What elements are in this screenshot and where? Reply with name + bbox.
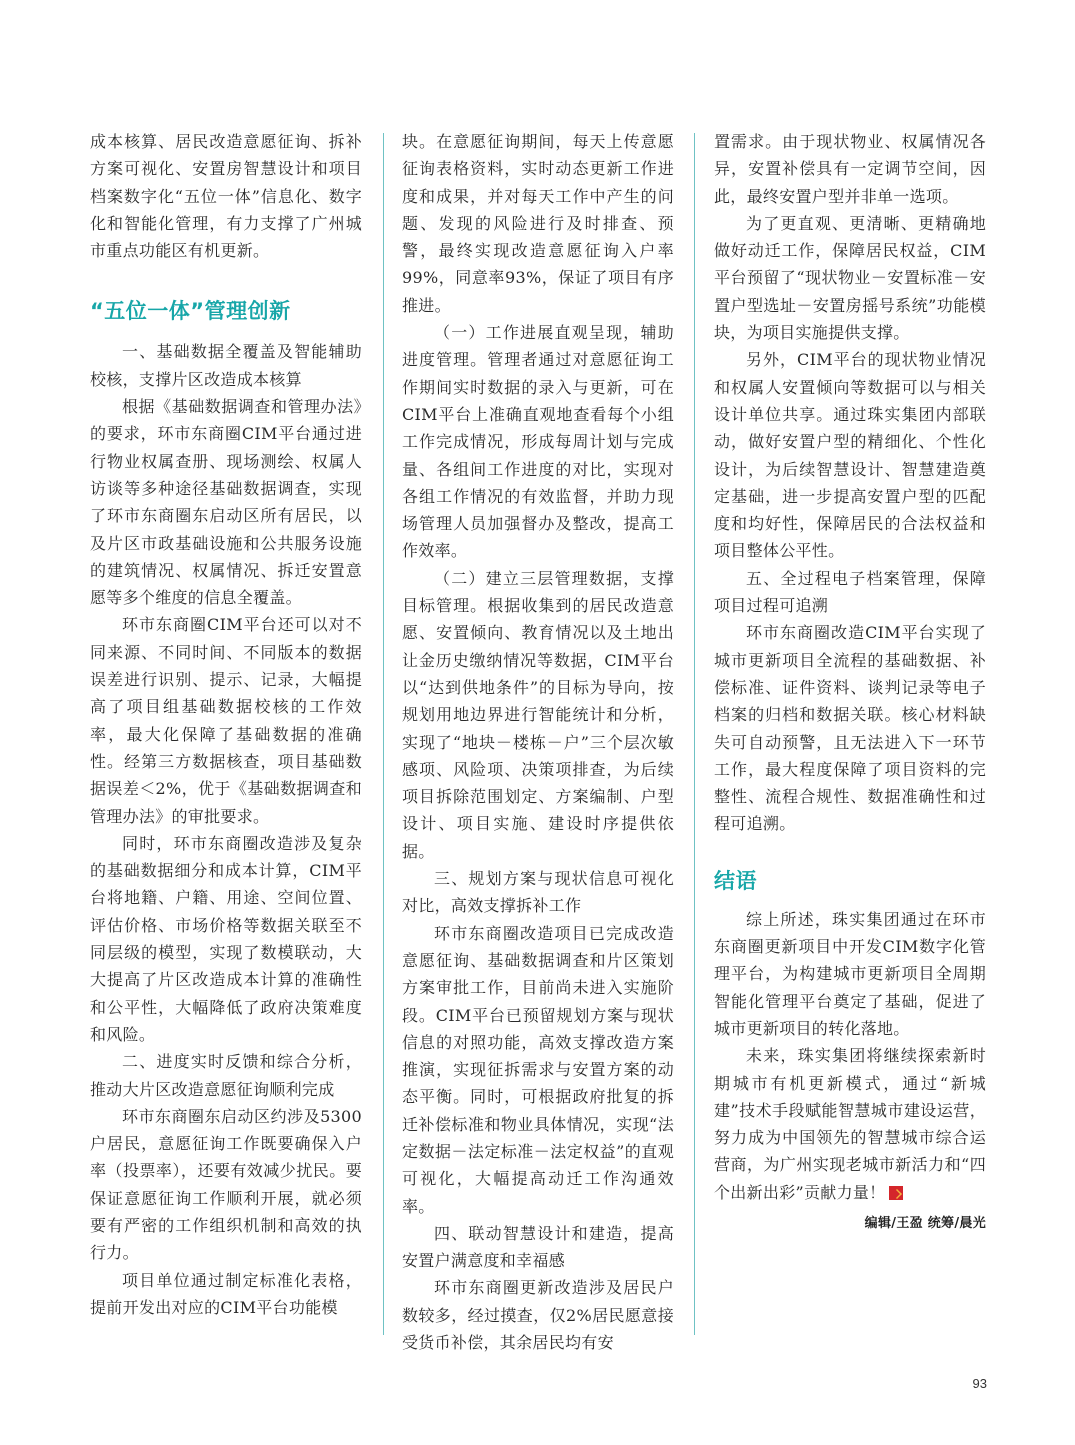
paragraph: 根据《基础数据调查和管理办法》的要求，环市东商圈CIM平台通过进行物业权属查册、现场测绘、权属人访谈等多种途径基础数据调查，实现了环市东商圈东启动区所有居民，以及片区市政基础设施和公共服务设施的建筑情况、权属情况、拆迁安置意愿等多个维度的信息全覆盖。 [90, 397, 362, 608]
paragraph: 为了更直观、更清晰、更精确地做好动迁工作，保障居民权益，CIM平台预留了“现状物业－安置标准－安置户型选址－安置房摇号系统”功能模块，为项目实施提供支撑。 [714, 213, 986, 343]
column-1 [90, 128, 362, 1321]
paragraph-final [714, 1042, 986, 1206]
paragraph: 置需求。由于现状物业、权属情况各异，安置补偿具有一定调节空间，因此，最终安置户型并非单一选项。 [714, 132, 986, 206]
column-3 [714, 128, 986, 1237]
paragraph-text: 未来，珠实集团将继续探索新时期城市有机更新模式，通过“新城建”技术手段赋能智慧城市建设运营，努力成为中国领先的智慧城市综合运营商，为广州实现老城市新活力和“四个出新出彩”贡献力量！ [714, 1046, 986, 1202]
paragraph: 同时，环市东商圈改造涉及复杂的基础数据细分和成本计算，CIM平台将地籍、户籍、用途、空间位置、评估价格、市场价格等数据关联至不同层级的模型，实现了数模联动，大大提高了片区改造成本计算的准确性和公平性，大幅降低了政府决策难度和风险。 [90, 833, 362, 1044]
subheading: 二、进度实时反馈和综合分析，推动大片区改造意愿征询顺利完成 [90, 1052, 362, 1099]
paragraph: 项目单位通过制定标准化表格，提前开发出对应的CIM平台功能模 [90, 1270, 362, 1317]
section-heading: 结语 [714, 868, 757, 893]
paragraph: 环市东商圈改造项目已完成改造意愿征询、基础数据调查和片区策划方案审批工作，目前尚未进入实施阶段。CIM平台已预留规划方案与现状信息的对照功能，高效支撑改造方案推演，实现征拆需求与安置方案的动态平衡。同时，可根据政府批复的拆迁补偿标准和物业具体情况，实现“法定数据－法定标准－法定权益”的直观可视化，大幅提高动迁工作沟通效率。 [402, 923, 674, 1216]
paragraph: 块。在意愿征询期间，每天上传意愿征询表格资料，实时动态更新工作进度和成果，并对每天工作中产生的问题、发现的风险进行及时排查、预警，最终实现改造意愿征询入户率99%，同意率93%，保证了项目有序推进。 [402, 132, 674, 315]
credits: 编辑/王盈 统筹/晨光 [864, 1215, 986, 1231]
column-2 [402, 128, 674, 1356]
subheading: 五、全过程电子档案管理，保障项目过程可追溯 [714, 568, 986, 616]
subheading: 一、基础数据全覆盖及智能辅助校核，支撑片区改造成本核算 [90, 342, 362, 389]
paragraph: （一）工作进展直观呈现，辅助进度管理。管理者通过对意愿征询工作期间实时数据的录入与更新，可在CIM平台上准确直观地查看每个小组工作完成情况，形成每周计划与完成量、各组间工作进度的对比，实现对各组工作情况的有效监督，并助力现场管理人员加强督办及整改，提高工作效率。 [402, 323, 674, 561]
subheading: 三、规划方案与现状信息可视化对比，高效支撑拆补工作 [402, 869, 674, 916]
paragraph: 成本核算、居民改造意愿征询、拆补方案可视化、安置房智慧设计和项目档案数字化“五位一体”信息化、数字化和智能化管理，有力支撑了广州城市重点功能区有机更新。 [90, 132, 362, 261]
paragraph: 环市东商圈东启动区约涉及5300户居民，意愿征询工作既要确保入户率（投票率），还要有效减少扰民。要保证意愿征询工作顺利开展，就必须要有严密的工作组织机制和高效的执行力。 [90, 1106, 362, 1263]
end-of-article-icon [889, 1186, 903, 1200]
page-number: 93 [972, 1376, 987, 1391]
column-divider [694, 133, 695, 1335]
paragraph: 环市东商圈改造CIM平台实现了城市更新项目全流程的基础数据、补偿标准、证件资料、谈判记录等电子档案的归档和数据关联。核心材料缺失可自动预警，且无法进入下一环节工作，最大程度保障了项目资料的完整性、流程合规性、数据准确性和过程可追溯。 [714, 623, 986, 834]
section-heading: “五位一体”管理创新 [90, 299, 291, 324]
paragraph: 另外，CIM平台的现状物业情况和权属人安置倾向等数据可以与相关设计单位共享。通过珠实集团内部联动，做好安置户型的精细化、个性化设计，为后续智慧设计、智慧建造奠定基础，进一步提高安置户型的匹配度和均好性，保障居民的合法权益和项目整体公平性。 [714, 350, 986, 561]
paragraph: 环市东商圈更新改造涉及居民户数较多，经过摸查，仅2%居民愿意接受货币补偿，其余居民均有安 [402, 1278, 674, 1353]
paragraph: 环市东商圈CIM平台还可以对不同来源、不同时间、不同版本的数据误差进行识别、提示、记录，大幅提高了项目组基础数据校核的工作效率，最大化保障了基础数据的准确性。经第三方数据核查，项目基础数据误差＜2%，优于《基础数据调查和管理办法》的审批要求。 [90, 615, 362, 826]
column-divider [383, 133, 384, 1335]
subheading: 四、联动智慧设计和建造，提高安置户满意度和幸福感 [402, 1223, 674, 1271]
paragraph: （二）建立三层管理数据，支撑目标管理。根据收集到的居民改造意愿、安置倾向、教育情况以及土地出让金历史缴纳情况等数据，CIM平台以“达到供地条件”的目标为导向，按规划用地边界进行智能统计和分析，实现了“地块－楼栋－户”三个层次敏感项、风险项、决策项排查，为后续项目拆除范围划定、方案编制、户型设计、项目实施、建设时序提供依据。 [402, 568, 674, 861]
paragraph: 综上所述，珠实集团通过在环市东商圈更新项目中开发CIM数字化管理平台，为构建城市更新项目全周期智能化管理平台奠定了基础，促进了城市更新项目的转化落地。 [714, 909, 986, 1038]
